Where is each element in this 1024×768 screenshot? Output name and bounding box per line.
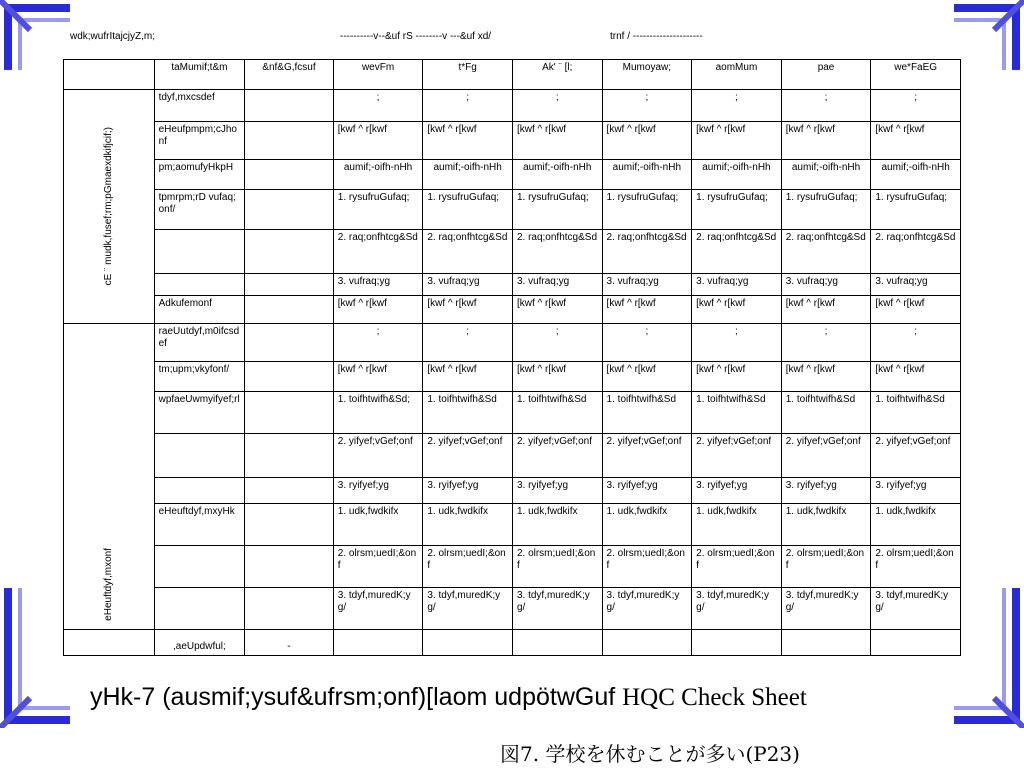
value-cell: 1. rysufruGufaq; — [781, 190, 871, 230]
value-cell: 2. olrsm;uedI;&onf — [512, 546, 602, 588]
value-cell: 1. udk,fwdkifx — [602, 504, 692, 546]
table-row — [64, 90, 961, 122]
caption-serif-text: HQC Check Sheet — [622, 684, 807, 711]
check-sheet-table — [63, 59, 961, 656]
value-cell: ; — [333, 90, 423, 122]
value-cell: 3. ryifyef;yg — [512, 478, 602, 504]
value-cell: aumif;-oifh-nHh — [602, 160, 692, 190]
value-cell: [kwf ^ r[kwf — [692, 296, 782, 324]
row-label: wpfaeUwmyifyef;rl — [154, 392, 245, 434]
value-cell: 2. raq;onfhtcg&Sd — [512, 230, 602, 274]
value-cell: 2. raq;onfhtcg&Sd — [871, 230, 961, 274]
value-cell: ; — [692, 324, 782, 362]
value-cell: ; — [423, 324, 513, 362]
value-cell: 3. tdyf,muredK;yg/ — [333, 588, 423, 630]
table-row — [64, 546, 961, 588]
value-cell: 2. yifyef;vGef;onf — [512, 434, 602, 478]
table-row — [64, 362, 961, 392]
value-cell: 3. ryifyef;yg — [781, 478, 871, 504]
value-cell: [kwf ^ r[kwf — [692, 122, 782, 160]
corner-decoration-bottom-left — [0, 588, 70, 728]
header-class-field: trnf / --------------------- — [610, 31, 703, 42]
value-cell: [kwf ^ r[kwf — [512, 362, 602, 392]
table-row — [64, 296, 961, 324]
value-cell: [kwf ^ r[kwf — [423, 122, 513, 160]
value-cell: aumif;-oifh-nHh — [871, 160, 961, 190]
row-label: Adkufemonf — [154, 296, 245, 324]
value-cell: 3. tdyf,muredK;yg/ — [423, 588, 513, 630]
row-label — [154, 546, 245, 588]
value-cell: [kwf ^ r[kwf — [512, 122, 602, 160]
value-cell: [kwf ^ r[kwf — [692, 362, 782, 392]
section-label-wake — [64, 324, 155, 630]
column-header: taMumif;t&m — [154, 60, 245, 90]
value-cell: 1. toifhtwifh&Sd — [602, 392, 692, 434]
column-header: pae — [781, 60, 871, 90]
value-cell: ; — [781, 324, 871, 362]
value-cell: [kwf ^ r[kwf — [602, 296, 692, 324]
value-cell: 2. olrsm;uedI;&onf — [692, 546, 782, 588]
empty-cell — [245, 434, 334, 478]
row-label: tpmrpm;rD vufaq;onf/ — [154, 190, 245, 230]
value-cell: 2. yifyef;vGef;onf — [423, 434, 513, 478]
value-cell: ; — [602, 324, 692, 362]
caption-text: yHk-7 (ausmif;ysuf&ufrsm;onf)[laom udpötwGuf — [90, 683, 623, 711]
row-label — [154, 478, 245, 504]
value-cell: ; — [871, 324, 961, 362]
value-cell: 3. tdyf,muredK;yg/ — [692, 588, 782, 630]
column-header: aomMum — [692, 60, 782, 90]
value-cell: 3. tdyf,muredK;yg/ — [871, 588, 961, 630]
value-cell: [kwf ^ r[kwf — [781, 296, 871, 324]
column-header: wevFm — [333, 60, 423, 90]
value-cell: 1. udk,fwdkifx — [512, 504, 602, 546]
value-cell: 3. vufraq;yg — [602, 274, 692, 296]
table-row — [64, 434, 961, 478]
value-cell: [kwf ^ r[kwf — [423, 362, 513, 392]
value-cell: 1. toifhtwifh&Sd — [871, 392, 961, 434]
table-row — [64, 478, 961, 504]
value-cell: 1. rysufruGufaq; — [692, 190, 782, 230]
empty-cell — [245, 296, 334, 324]
value-cell: 1. rysufruGufaq; — [333, 190, 423, 230]
value-cell: 3. ryifyef;yg — [871, 478, 961, 504]
corner-decoration-top-left — [0, 0, 70, 70]
row-label — [154, 230, 245, 274]
table-row — [64, 588, 961, 630]
empty-cell — [245, 122, 334, 160]
value-cell: [kwf ^ r[kwf — [333, 296, 423, 324]
value-cell: 3. tdyf,muredK;yg/ — [781, 588, 871, 630]
table-row — [64, 274, 961, 296]
table-row — [64, 230, 961, 274]
value-cell: 2. olrsm;uedI;&onf — [871, 546, 961, 588]
value-cell: 2. yifyef;vGef;onf — [692, 434, 782, 478]
column-header: t*Fg — [423, 60, 513, 90]
row-label: eHeuftdyf,mxyHk — [154, 504, 245, 546]
value-cell: 3. tdyf,muredK;yg/ — [512, 588, 602, 630]
empty-cell — [245, 160, 334, 190]
value-cell: 1. rysufruGufaq; — [423, 190, 513, 230]
corner-decoration-bottom-right — [954, 588, 1024, 728]
value-cell: ; — [602, 90, 692, 122]
value-cell: 2. yifyef;vGef;onf — [871, 434, 961, 478]
header-name-field: wdk;wufrItajcjyZ,m; — [70, 31, 156, 42]
empty-cell — [245, 190, 334, 230]
value-cell: 2. yifyef;vGef;onf — [781, 434, 871, 478]
empty-cell — [602, 630, 692, 656]
table-row — [64, 190, 961, 230]
value-cell: [kwf ^ r[kwf — [871, 296, 961, 324]
empty-cell — [245, 90, 334, 122]
corner-decoration-top-right — [954, 0, 1024, 70]
value-cell: 3. ryifyef;yg — [423, 478, 513, 504]
empty-cell — [245, 504, 334, 546]
value-cell: [kwf ^ r[kwf — [781, 122, 871, 160]
empty-cell — [245, 230, 334, 274]
row-label — [154, 588, 245, 630]
value-cell: aumif;-oifh-nHh — [333, 160, 423, 190]
value-cell: 1. toifhtwifh&Sd — [692, 392, 782, 434]
value-cell: 2. raq;onfhtcg&Sd — [692, 230, 782, 274]
value-cell: 1. udk,fwdkifx — [781, 504, 871, 546]
table-header-row — [64, 60, 961, 90]
column-header: Ak' ¨ [l; — [512, 60, 602, 90]
row-label: eHeufpmpm;cJhonf — [154, 122, 245, 160]
value-cell: ; — [692, 90, 782, 122]
table-row — [64, 324, 961, 362]
value-cell: ; — [512, 324, 602, 362]
figure-caption: 図7. 学校を休むことが多い(P23) — [500, 742, 800, 766]
value-cell: 2. raq;onfhtcg&Sd — [333, 230, 423, 274]
value-cell: 2. yifyef;vGef;onf — [602, 434, 692, 478]
value-cell: 2. yifyef;vGef;onf — [333, 434, 423, 478]
value-cell: 2. raq;onfhtcg&Sd — [781, 230, 871, 274]
value-cell: 2. raq;onfhtcg&Sd — [423, 230, 513, 274]
value-cell: 3. vufraq;yg — [333, 274, 423, 296]
empty-cell — [245, 362, 334, 392]
value-cell: [kwf ^ r[kwf — [602, 362, 692, 392]
value-cell: 1. toifhtwifh&Sd — [423, 392, 513, 434]
row-label: raeUutdyf,m0ifcsdef — [154, 324, 245, 362]
value-cell: 2. olrsm;uedI;&onf — [333, 546, 423, 588]
value-cell: [kwf ^ r[kwf — [512, 296, 602, 324]
row-label: tdyf,mxcsdef — [154, 90, 245, 122]
table-row — [64, 160, 961, 190]
value-cell: 1. udk,fwdkifx — [423, 504, 513, 546]
value-cell: ; — [512, 90, 602, 122]
empty-cell — [333, 630, 423, 656]
empty-cell — [245, 546, 334, 588]
table-row — [64, 122, 961, 160]
value-cell: [kwf ^ r[kwf — [871, 122, 961, 160]
empty-cell — [781, 630, 871, 656]
sheet-header — [70, 31, 950, 47]
value-cell: 1. rysufruGufaq; — [512, 190, 602, 230]
value-cell: [kwf ^ r[kwf — [781, 362, 871, 392]
empty-cell — [245, 588, 334, 630]
value-cell: ; — [333, 324, 423, 362]
empty-cell — [245, 392, 334, 434]
value-cell: 2. raq;onfhtcg&Sd — [602, 230, 692, 274]
table-row — [64, 504, 961, 546]
value-cell: 3. vufraq;yg — [423, 274, 513, 296]
value-cell: aumif;-oifh-nHh — [692, 160, 782, 190]
value-cell: [kwf ^ r[kwf — [602, 122, 692, 160]
value-cell: 3. vufraq;yg — [512, 274, 602, 296]
value-cell: 1. toifhtwifh&Sd — [512, 392, 602, 434]
empty-cell — [871, 630, 961, 656]
table-row — [64, 392, 961, 434]
header-corner-cell — [64, 60, 155, 90]
footer-label: ,aeUpdwful; — [154, 630, 245, 656]
value-cell: 2. olrsm;uedI;&onf — [602, 546, 692, 588]
empty-cell — [512, 630, 602, 656]
footer-dash: - — [245, 630, 334, 656]
value-cell: ; — [781, 90, 871, 122]
value-cell: 3. ryifyef;yg — [692, 478, 782, 504]
value-cell: 1. rysufruGufaq; — [871, 190, 961, 230]
value-cell: [kwf ^ r[kwf — [871, 362, 961, 392]
value-cell: 1. toifhtwifh&Sd; — [333, 392, 423, 434]
section-label-sleep — [64, 90, 155, 324]
row-label — [154, 434, 245, 478]
value-cell: [kwf ^ r[kwf — [423, 296, 513, 324]
column-header: we*FaEG — [871, 60, 961, 90]
value-cell: 1. rysufruGufaq; — [602, 190, 692, 230]
row-label — [154, 274, 245, 296]
empty-cell — [245, 324, 334, 362]
value-cell: 1. udk,fwdkifx — [871, 504, 961, 546]
table-footer-row — [64, 630, 961, 656]
value-cell: 1. udk,fwdkifx — [692, 504, 782, 546]
value-cell: ; — [871, 90, 961, 122]
section-label-text: eHeuftdyf,mxonf — [102, 548, 114, 621]
value-cell: aumif;-oifh-nHh — [781, 160, 871, 190]
row-label: pm;aomufyHkpH — [154, 160, 245, 190]
value-cell: [kwf ^ r[kwf — [333, 362, 423, 392]
column-header: &nf&G,fcsuf — [245, 60, 334, 90]
row-label: tm;upm;vkyfonf/ — [154, 362, 245, 392]
value-cell: 3. vufraq;yg — [781, 274, 871, 296]
empty-cell — [692, 630, 782, 656]
section-label-text: cE ¨ mudk,fusef;rm;pGmaexdkifjcif;) — [102, 127, 114, 286]
value-cell: aumif;-oifh-nHh — [423, 160, 513, 190]
value-cell: aumif;-oifh-nHh — [512, 160, 602, 190]
value-cell: 1. toifhtwifh&Sd — [781, 392, 871, 434]
empty-cell — [245, 478, 334, 504]
header-date-range: ----------v--&uf rS --------v ---&uf xd/ — [340, 31, 492, 42]
value-cell: 3. ryifyef;yg — [602, 478, 692, 504]
value-cell: 3. ryifyef;yg — [333, 478, 423, 504]
value-cell: 2. olrsm;uedI;&onf — [781, 546, 871, 588]
value-cell: ; — [423, 90, 513, 122]
empty-cell — [423, 630, 513, 656]
value-cell: 1. udk,fwdkifx — [333, 504, 423, 546]
value-cell: 3. vufraq;yg — [692, 274, 782, 296]
value-cell: 2. olrsm;uedI;&onf — [423, 546, 513, 588]
column-header: Mumoyaw; — [602, 60, 692, 90]
value-cell: 3. vufraq;yg — [871, 274, 961, 296]
empty-cell — [245, 274, 334, 296]
value-cell: [kwf ^ r[kwf — [333, 122, 423, 160]
sheet-caption — [90, 683, 807, 712]
value-cell: 3. tdyf,muredK;yg/ — [602, 588, 692, 630]
empty-cell — [64, 630, 155, 656]
